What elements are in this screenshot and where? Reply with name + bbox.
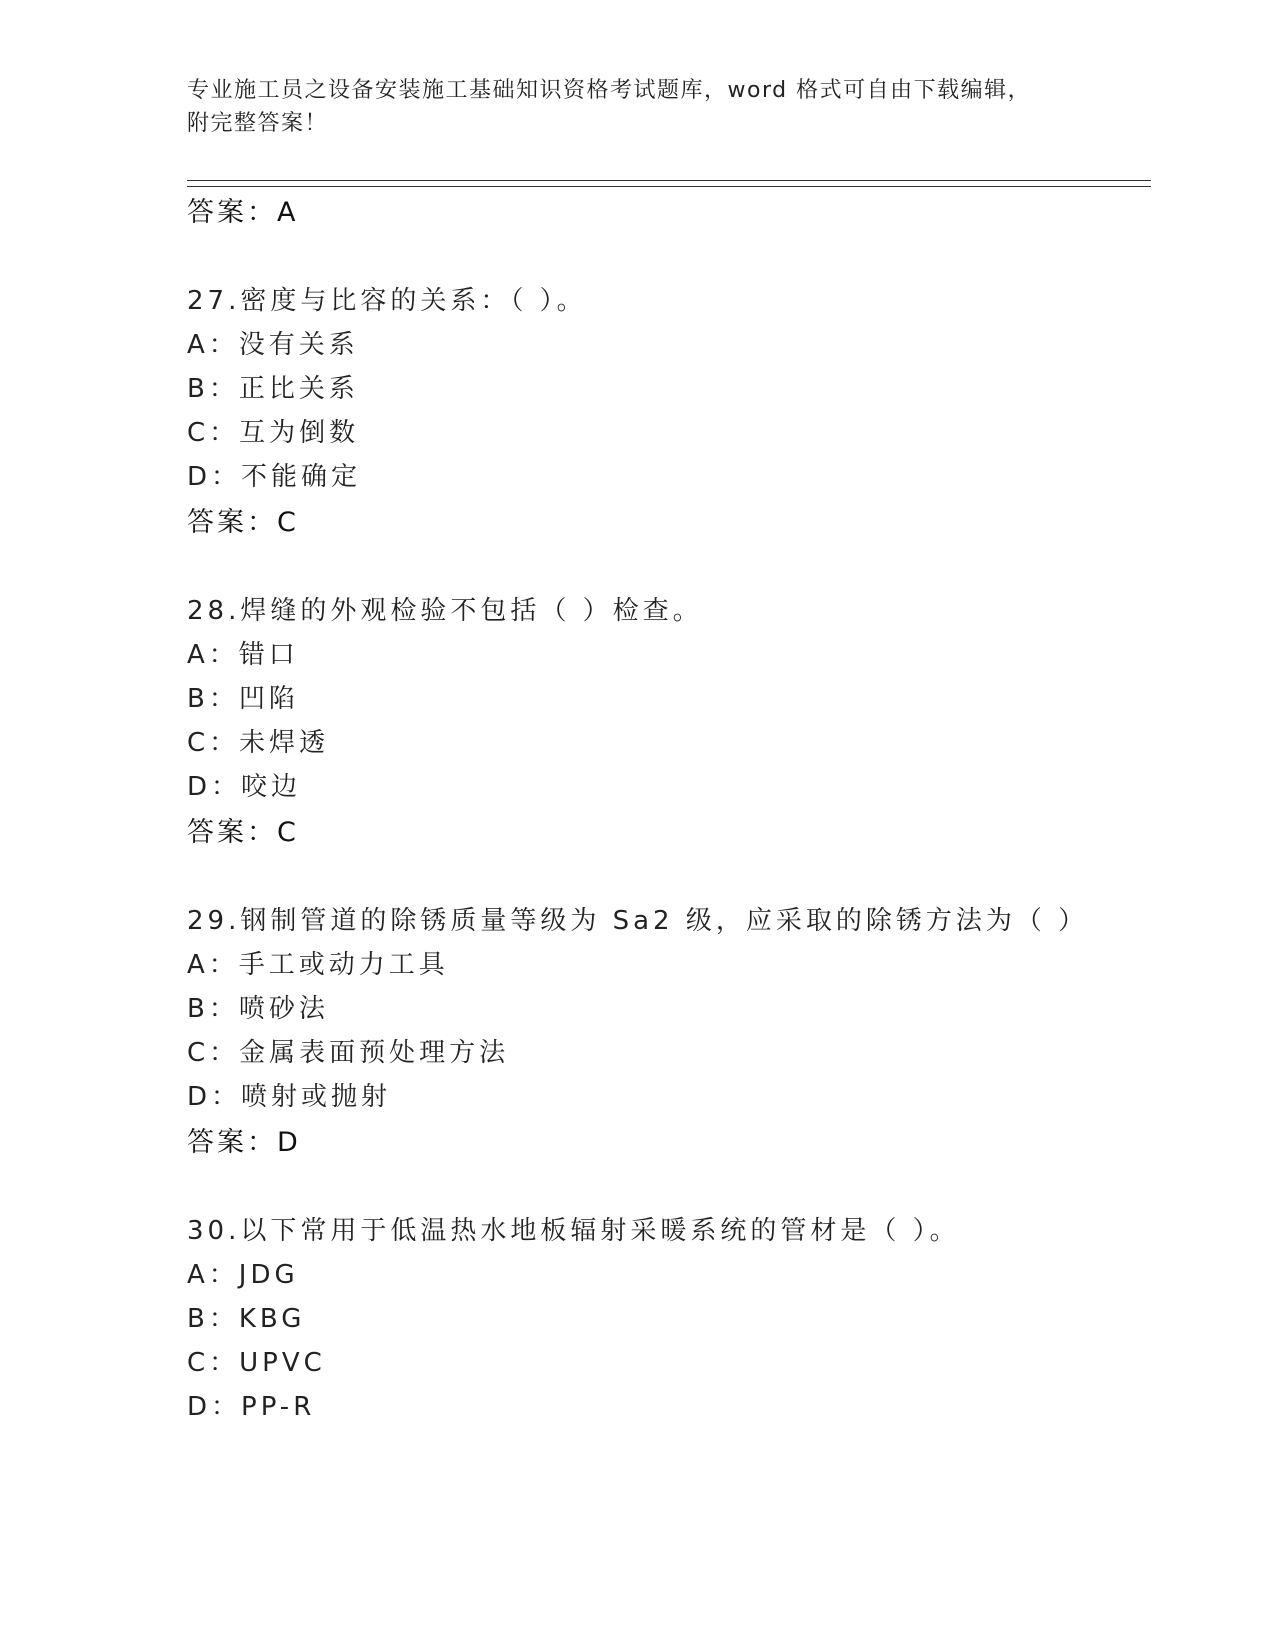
question-27-option-b: B：正比关系 xyxy=(187,374,359,404)
question-29-option-a: A：手工或动力工具 xyxy=(187,950,449,980)
header-divider-bottom xyxy=(187,186,1151,187)
question-28-option-b: B：凹陷 xyxy=(187,684,299,714)
question-27-option-d: D：不能确定 xyxy=(187,462,362,492)
question-28-option-a: A：错口 xyxy=(187,640,299,670)
header-title-line-1: 专业施工员之设备安装施工基础知识资格考试题库，word 格式可自由下载编辑， xyxy=(187,78,1032,103)
header-title-line-2: 附完整答案！ xyxy=(187,111,329,136)
question-28-stem: 28.焊缝的外观检验不包括（ ）检查。 xyxy=(187,596,703,626)
question-27-answer: 答案：C xyxy=(187,507,299,538)
question-28-option-d: D：咬边 xyxy=(187,772,302,802)
question-29-option-c: C：金属表面预处理方法 xyxy=(187,1038,510,1068)
question-29-answer: 答案：D xyxy=(187,1127,301,1158)
question-27-stem: 27.密度与比容的关系：（ ）。 xyxy=(187,286,587,316)
question-28-option-c: C：未焊透 xyxy=(187,728,330,758)
question-27-option-c: C：互为倒数 xyxy=(187,418,360,448)
question-30-option-d: D：PP-R xyxy=(187,1392,316,1422)
document-header xyxy=(187,74,1087,140)
question-29-option-b: B：喷砂法 xyxy=(187,994,329,1024)
question-27-option-a: A：没有关系 xyxy=(187,330,359,360)
question-29-option-d: D：喷射或抛射 xyxy=(187,1082,392,1112)
question-30-stem: 30.以下常用于低温热水地板辐射采暖系统的管材是（ ）。 xyxy=(187,1216,960,1246)
question-29-stem: 29.钢制管道的除锈质量等级为 Sa2 级，应采取的除锈方法为（ ） xyxy=(187,906,1089,936)
question-30-option-c: C：UPVC xyxy=(187,1348,326,1378)
header-divider-top xyxy=(187,180,1151,181)
question-30-option-a: A：JDG xyxy=(187,1260,299,1290)
previous-answer: 答案：A xyxy=(187,197,299,228)
question-30-option-b: B：KBG xyxy=(187,1304,306,1334)
question-28-answer: 答案：C xyxy=(187,817,299,848)
